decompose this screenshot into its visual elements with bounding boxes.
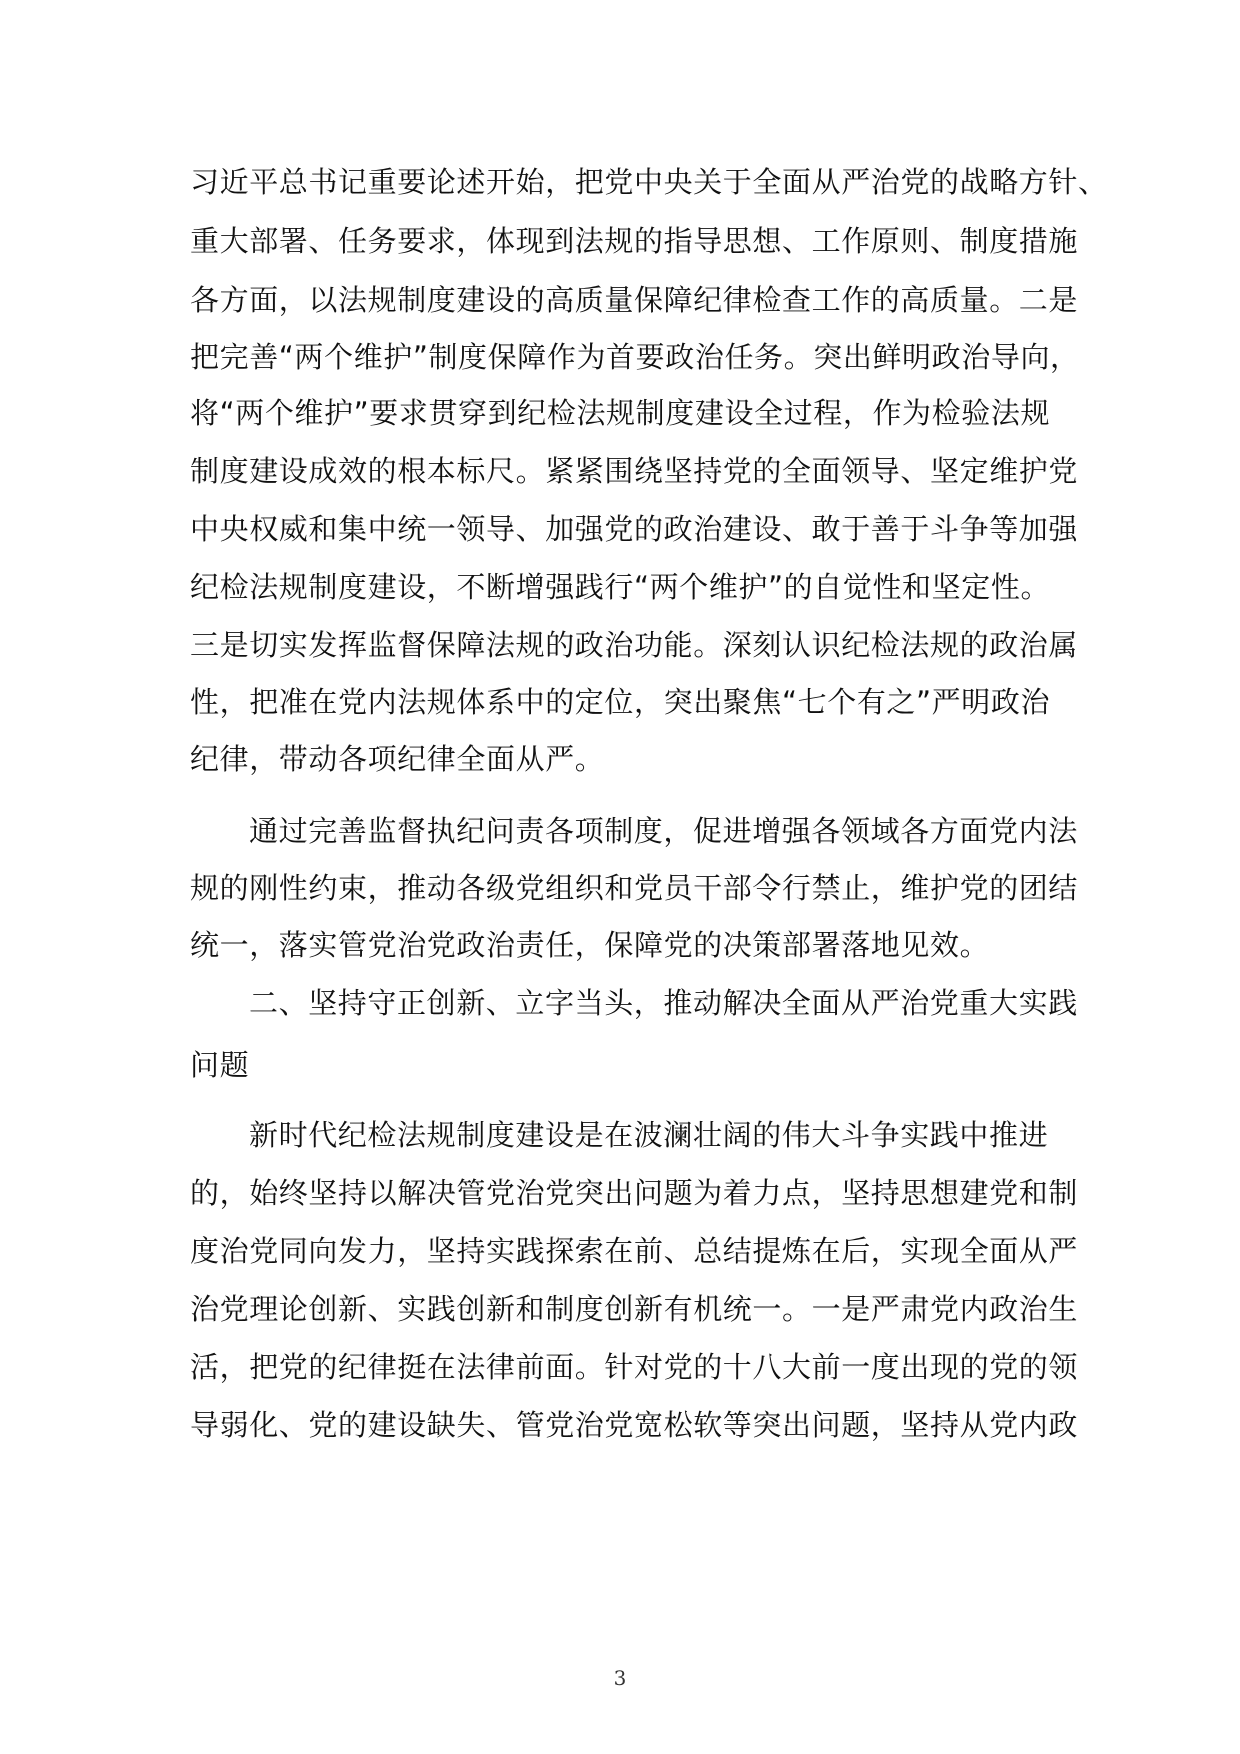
text-line: 治党理论创新、实践创新和制度创新有机统一。一是严肃党内政治生: [190, 1292, 1079, 1326]
paragraph-start-line: 新时代纪检法规制度建设是在波澜壮阔的伟大斗争实践中推进: [249, 1118, 1049, 1152]
text-line: 统一，落实管党治党政治责任，保障党的决策部署落地见效。: [190, 928, 990, 962]
text-line: 重大部署、任务要求，体现到法规的指导思想、工作原则、制度措施: [190, 224, 1079, 258]
text-line: 导弱化、党的建设缺失、管党治党宽松软等突出问题，坚持从党内政: [190, 1408, 1079, 1442]
text-line: 三是切实发挥监督保障法规的政治功能。深刻认识纪检法规的政治属: [190, 628, 1079, 662]
text-line: 把完善“两个维护”制度保障作为首要政治任务。突出鲜明政治导向，: [190, 340, 1080, 374]
section-heading-continuation: 问题: [190, 1048, 250, 1082]
text-line: 习近平总书记重要论述开始，把党中央关于全面从严治党的战略方针、: [190, 165, 1108, 199]
text-line: 性，把准在党内法规体系中的定位，突出聚焦“七个有之”严明政治: [190, 685, 1051, 719]
text-line: 中央权威和集中统一领导、加强党的政治建设、敢于善于斗争等加强: [190, 512, 1079, 546]
text-line: 活，把党的纪律挺在法律前面。针对党的十八大前一度出现的党的领: [190, 1350, 1079, 1384]
page-number: 3: [613, 1666, 627, 1690]
text-line: 将“两个维护”要求贯穿到纪检法规制度建设全过程，作为检验法规: [190, 396, 1051, 430]
text-line: 的，始终坚持以解决管党治党突出问题为着力点，坚持思想建党和制: [190, 1176, 1079, 1210]
paragraph-start-line: 通过完善监督执纪问责各项制度，促进增强各领域各方面党内法: [249, 814, 1078, 848]
text-line: 各方面，以法规制度建设的高质量保障纪律检查工作的高质量。二是: [190, 283, 1079, 317]
section-heading: 二、坚持守正创新、立字当头，推动解决全面从严治党重大实践: [249, 986, 1078, 1020]
text-line: 规的刚性约束，推动各级党组织和党员干部令行禁止，维护党的团结: [190, 871, 1079, 905]
text-line: 纪检法规制度建设，不断增强践行“两个维护”的自觉性和坚定性。: [190, 570, 1051, 604]
text-line: 度治党同向发力，坚持实践探索在前、总结提炼在后，实现全面从严: [190, 1234, 1079, 1268]
text-line: 纪律，带动各项纪律全面从严。: [190, 742, 605, 776]
text-line: 制度建设成效的根本标尺。紧紧围绕坚持党的全面领导、坚定维护党: [190, 454, 1079, 488]
